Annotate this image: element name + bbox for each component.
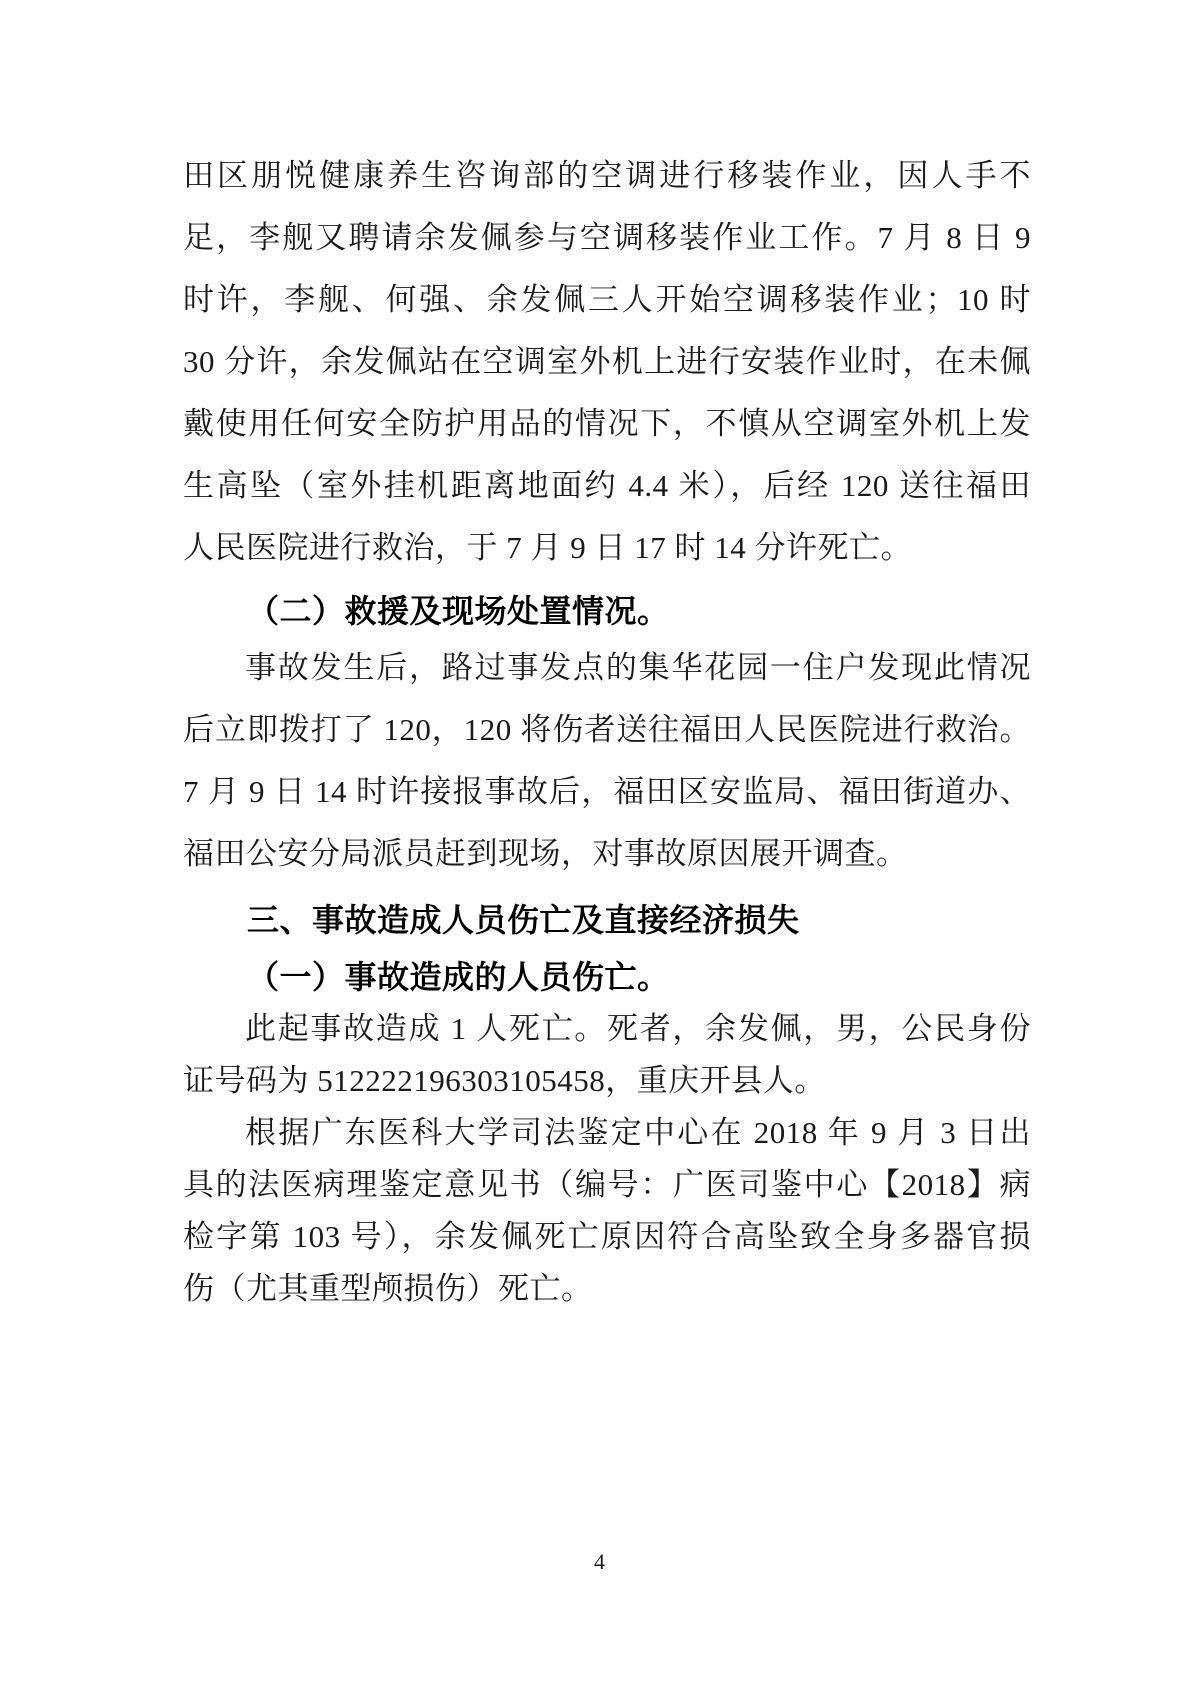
body-line: 人民医院进行救治，于 7 月 9 日 17 时 14 分许死亡。 bbox=[183, 530, 912, 565]
body-line: 生高坠（室外挂机距离地面约 4.4 米），后经 120 送往福田 bbox=[183, 468, 1031, 503]
paragraph-accident-course bbox=[183, 145, 1031, 579]
heading-section-three: 三、事故造成人员伤亡及直接经济损失 bbox=[247, 902, 800, 938]
heading-casualty: （一）事故造成的人员伤亡。 bbox=[247, 959, 670, 995]
body-line: 事故发生后，路过事发点的集华花园一住户发现此情况 bbox=[245, 650, 1031, 685]
body-line: 福田公安分局派员赶到现场，对事故原因展开调查。 bbox=[183, 836, 908, 871]
page-number: 4 bbox=[594, 1549, 605, 1574]
paragraph-casualty-detail bbox=[183, 1003, 1031, 1107]
paragraph-rescue bbox=[183, 637, 1031, 885]
body-line: 此起事故造成 1 人死亡。死者，余发佩，男，公民身份 bbox=[245, 1011, 1031, 1046]
body-line: 7 月 9 日 14 时许接报事故后，福田区安监局、福田街道办、 bbox=[183, 774, 1031, 809]
body-line: 根据广东医科大学司法鉴定中心在 2018 年 9 月 3 日出 bbox=[245, 1115, 1031, 1150]
heading-rescue-disposal: （二）救援及现场处置情况。 bbox=[247, 593, 670, 629]
body-line: 时许，李舰、何强、余发佩三人开始空调移装作业；10 时 bbox=[183, 282, 1031, 317]
body-line: 戴使用任何安全防护用品的情况下，不慎从空调室外机上发 bbox=[183, 406, 1031, 441]
body-line: 田区朋悦健康养生咨询部的空调进行移装作业，因人手不 bbox=[183, 158, 1031, 193]
body-line: 30 分许，余发佩站在空调室外机上进行安装作业时，在未佩 bbox=[183, 344, 1031, 379]
body-line: 证号码为 512222196303105458，重庆开县人。 bbox=[183, 1063, 826, 1098]
body-line: 伤（尤其重型颅损伤）死亡。 bbox=[183, 1271, 593, 1306]
page-content bbox=[183, 145, 1031, 1315]
body-line: 足，李舰又聘请余发佩参与空调移装作业工作。7 月 8 日 9 bbox=[183, 220, 1031, 255]
body-line: 后立即拨打了 120，120 将伤者送往福田人民医院进行救治。 bbox=[183, 712, 1031, 747]
body-line: 检字第 103 号），余发佩死亡原因符合高坠致全身多器官损 bbox=[183, 1219, 1031, 1254]
paragraph-forensic-opinion bbox=[183, 1107, 1031, 1315]
body-line: 具的法医病理鉴定意见书（编号：广医司鉴中心【2018】病 bbox=[183, 1167, 1031, 1202]
